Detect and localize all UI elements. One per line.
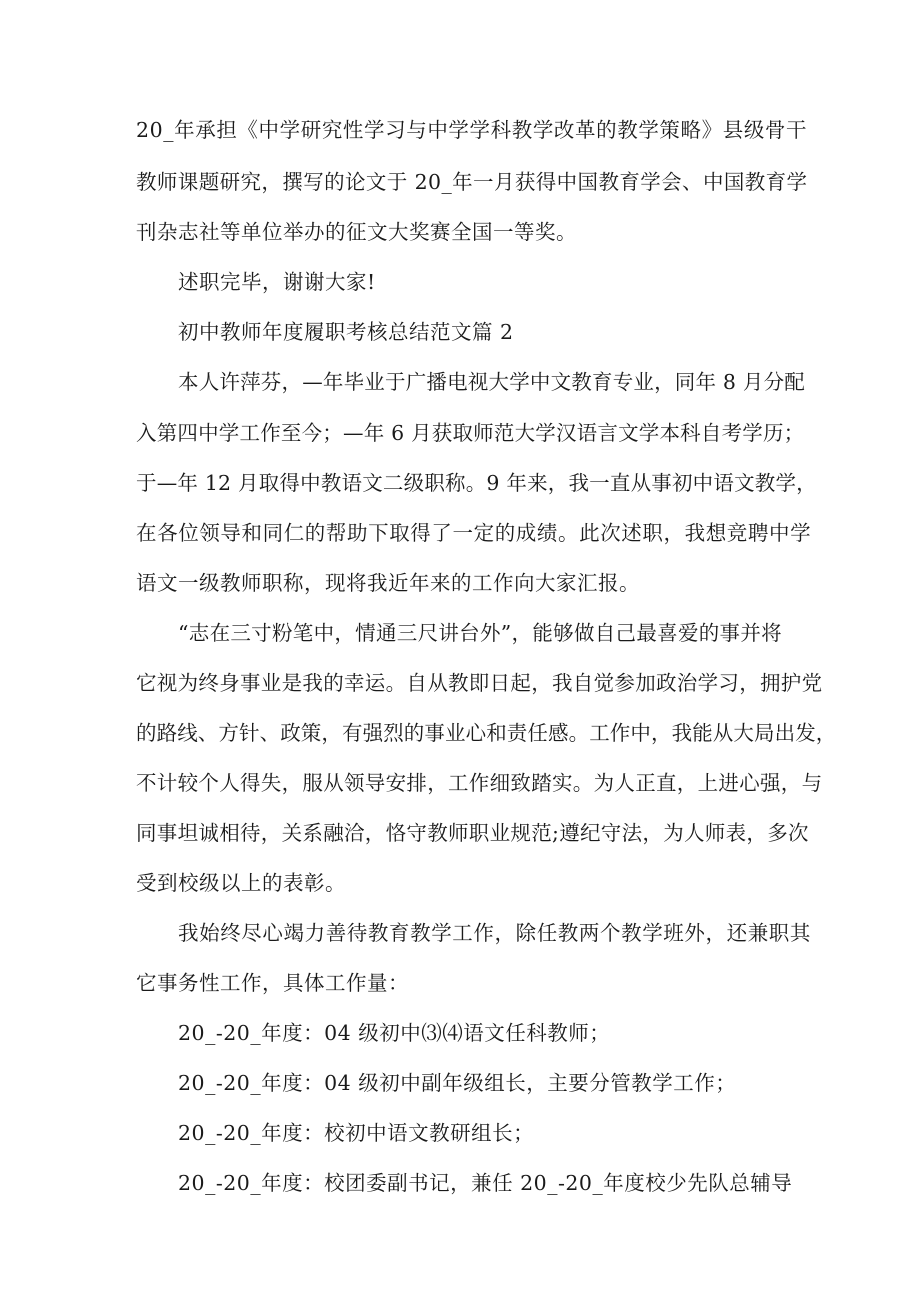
text-line: 述职完毕，谢谢大家! <box>178 270 376 294</box>
section-title: 初中教师年度履职考核总结范文篇 2 <box>178 320 514 344</box>
list-item: 20_-20_年度：校初中语文教研组长； <box>178 1121 535 1145</box>
text-line: 在各位领导和同仁的帮助下取得了一定的成绩。此次述职，我想竞聘中学 <box>136 521 812 545</box>
text-line: 语文一级教师职称，现将我近年来的工作向大家汇报。 <box>136 571 640 595</box>
text-line: 受到校级以上的表彰。 <box>136 871 346 895</box>
text-line: 入第四中学工作至今；—年 6 月获取师范大学汉语言文学本科自考学历； <box>136 421 805 445</box>
text-line: 我始终尽心竭力善待教育教学工作，除任教两个教学班外，还兼职其 <box>178 921 811 945</box>
text-line: 教师课题研究，撰写的论文于 20_年一月获得中国教育学会、中国教育学 <box>136 170 808 194</box>
text-line: 20_年承担《中学研究性学习与中学学科教学改革的教学策略》县级骨干 <box>136 118 808 142</box>
text-line: “志在三寸粉笔中，情通三尺讲台外”，能够做自己最喜爱的事并将 <box>178 621 782 645</box>
text-line: 同事坦诚相待，关系融洽，恪守教师职业规范;遵纪守法，为人师表，多次 <box>136 821 809 845</box>
list-item: 20_-20_年度：04 级初中⑶⑷语文任科教师； <box>178 1021 611 1045</box>
text-line: 它事务性工作，具体工作量： <box>136 971 409 995</box>
text-line: 不计较个人得失，服从领导安排，工作细致踏实。为人正直，上进心强，与 <box>136 771 823 795</box>
text-line: 于—年 12 月取得中教语文二级职称。9 年来，我一直从事初中语文教学， <box>136 471 817 495</box>
text-line: 它视为终身事业是我的幸运。自从教即日起，我自觉参加政治学习，拥护党 <box>136 671 823 695</box>
text-line: 的路线、方针、政策，有强烈的事业心和责任感。工作中，我能从大局出发， <box>136 721 837 745</box>
list-item: 20_-20_年度：04 级初中副年级组长，主要分管教学工作； <box>178 1071 737 1095</box>
text-line: 本人许萍芬，—年毕业于广播电视大学中文教育专业，同年 8 月分配 <box>178 370 805 394</box>
text-line: 刊杂志社等单位举办的征文大奖赛全国一等奖。 <box>136 220 577 244</box>
list-item: 20_-20_年度：校团委副书记，兼任 20_-20_年度校少先队总辅导 <box>178 1171 793 1195</box>
